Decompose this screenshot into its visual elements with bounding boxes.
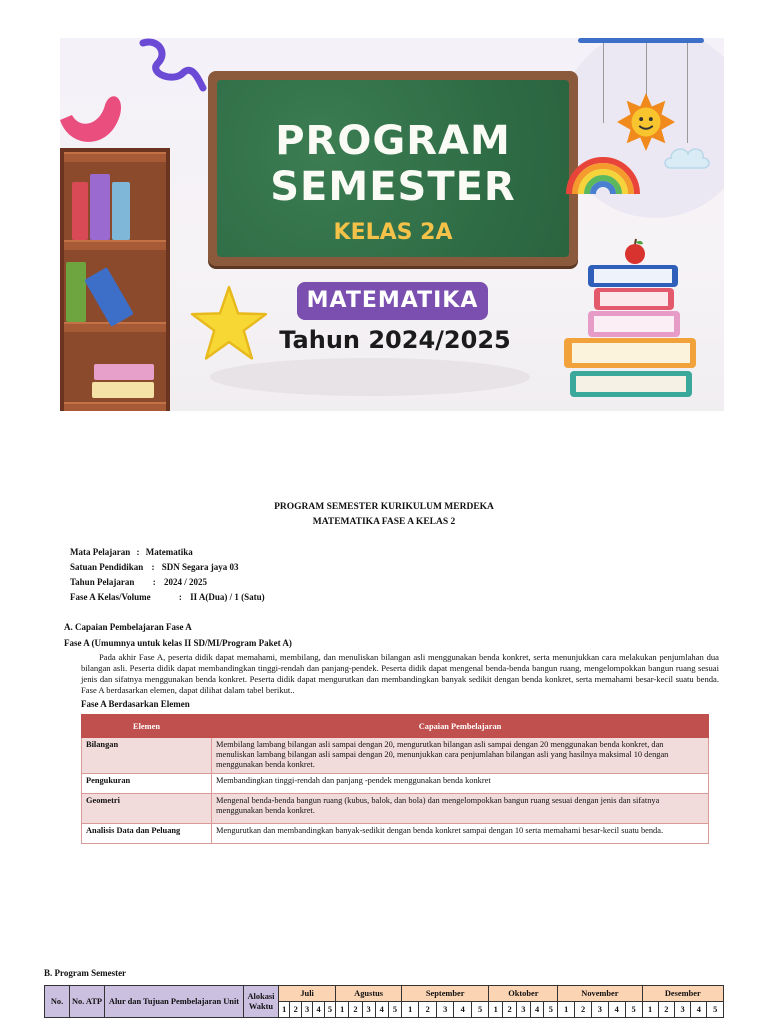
meta-value: 2024 / 2025 xyxy=(163,577,207,587)
capaian-cell: Membilang lambang bilangan asli sampai dengan 20, mengurutkan bilangan asli sampai dengan 20 menggunakan benda konkret, dan menuliskan lambang bilangan asli sampai dengan 20, menunjukkan cara penjumlahan bilangan asli yang hasilnya maksimal 10 dengan menggunakan benda konkret. xyxy=(212,738,709,774)
week-cell: 2 xyxy=(658,1002,674,1018)
week-cell: 5 xyxy=(707,1002,724,1018)
elemen-cell: Bilangan xyxy=(82,738,212,774)
meta-label: Mata Pelajaran xyxy=(70,547,131,557)
meta-row xyxy=(70,547,193,557)
cover-banner xyxy=(60,38,724,411)
elemen-cell: Geometri xyxy=(82,794,212,824)
star-icon xyxy=(188,283,270,365)
chalkboard-surface xyxy=(217,80,569,257)
capaian-cell: Mengurutkan dan membandingkan banyak-sedikit dengan benda konkret sampai dengan 10 serta memahami besar-kecil suatu benda. xyxy=(212,824,709,844)
week-cell: 2 xyxy=(503,1002,517,1018)
meta-value: SDN Segara jaya 03 xyxy=(161,562,239,572)
table-header: Capaian Pembelajaran xyxy=(212,715,709,738)
week-cell: 4 xyxy=(313,1002,324,1018)
fase-a-paragraph: Pada akhir Fase A, peserta didik dapat memahami, membilang, dan menuliskan bilangan asli menggunakan benda konkret, serta menunjukkan cara melakukan penjumlahan dua bilangan asli. Peserta didik dapat membandingkan tinggi-rendah dan panjang-pendek. Peserta didik dapat mengenal benda-benda bangun ruang, mengelompokkan bangun ruang sesuai jenis dan sifatnya menggunakan benda konkret. Peserta didik dapat mengurutkan dan membandingkan banyak sedikit dengan benda konkret, serta memahami besar-kecil suatu benda. Fase A berdasarkan elemen, dapat dilihat dalam tabel berikut.. xyxy=(81,652,719,695)
document-title-line2: MATEMATIKA FASE A KELAS 2 xyxy=(312,517,456,527)
bookshelf-illustration xyxy=(60,148,170,411)
week-cell: 4 xyxy=(530,1002,544,1018)
capaian-cell: Mengenal benda-benda bangun ruang (kubus, balok, dan bola) dan mengelompokkan bangun ruang sesuai dengan jenis dan sifatnya menggunakan benda konkret. xyxy=(212,794,709,824)
table-row xyxy=(82,794,709,824)
meta-separator: : xyxy=(136,547,140,557)
week-cell: 1 xyxy=(558,1002,575,1018)
week-cell: 4 xyxy=(375,1002,388,1018)
elemen-heading: Fase A Berdasarkan Elemen xyxy=(81,699,190,709)
month-header-september: September xyxy=(402,986,489,1002)
document-title-line1: PROGRAM SEMESTER KURIKULUM MERDEKA xyxy=(274,502,494,512)
table-header-row xyxy=(82,715,709,738)
mobile-string xyxy=(603,43,604,123)
meta-label: Tahun Pelajaran xyxy=(70,577,135,587)
meta-value: Matematika xyxy=(145,547,193,557)
table-row xyxy=(82,738,709,774)
rainbow-icon xyxy=(563,148,643,196)
meta-row xyxy=(70,562,239,572)
week-cell: 1 xyxy=(642,1002,658,1018)
week-cell: 2 xyxy=(290,1002,301,1018)
week-cell: 4 xyxy=(608,1002,625,1018)
book-stack-illustration xyxy=(562,243,702,408)
meta-separator: : xyxy=(178,592,182,602)
week-cell: 1 xyxy=(336,1002,349,1018)
capaian-cell: Membandingkan tinggi-rendah dan panjang -pendek menggunakan benda konkret xyxy=(212,774,709,794)
month-header-november: November xyxy=(558,986,642,1002)
section-b-heading: B. Program Semester xyxy=(44,968,127,978)
section-a-heading: A. Capaian Pembelajaran Fase A xyxy=(64,622,192,632)
mobile-string xyxy=(687,43,688,143)
week-cell: 4 xyxy=(454,1002,471,1018)
meta-value: II A(Dua) / 1 (Satu) xyxy=(190,592,265,602)
elemen-cell: Pengukuran xyxy=(82,774,212,794)
week-cell: 5 xyxy=(388,1002,401,1018)
col-no-header: No. xyxy=(45,986,70,1018)
chalkboard xyxy=(208,71,578,266)
week-cell: 5 xyxy=(324,1002,335,1018)
meta-row xyxy=(70,577,207,587)
week-cell: 2 xyxy=(349,1002,362,1018)
pink-blob-decoration xyxy=(60,70,130,160)
week-cell: 3 xyxy=(516,1002,530,1018)
week-cell: 1 xyxy=(489,1002,503,1018)
week-cell: 5 xyxy=(471,1002,488,1018)
month-header-juli: Juli xyxy=(279,986,336,1002)
week-cell: 5 xyxy=(625,1002,642,1018)
week-cell: 3 xyxy=(362,1002,375,1018)
table-row xyxy=(82,824,709,844)
meta-label: Satuan Pendidikan xyxy=(70,562,144,572)
col-alur-header: Alur dan Tujuan Pembelajaran Unit xyxy=(105,986,244,1018)
meta-separator: : xyxy=(152,577,156,587)
week-cell: 1 xyxy=(279,1002,290,1018)
month-header-oktober: Oktober xyxy=(489,986,558,1002)
col-atp-header: No. ATP xyxy=(70,986,105,1018)
fase-a-heading: Fase A (Umumnya untuk kelas II SD/MI/Program Paket A) xyxy=(64,638,292,648)
cover-title-line2: SEMESTER xyxy=(270,164,516,210)
col-alokasi-header: Alokasi Waktu xyxy=(244,986,279,1018)
meta-separator: : xyxy=(151,562,155,572)
week-cell: 1 xyxy=(402,1002,419,1018)
apple-icon xyxy=(621,237,649,265)
cover-subject-pill: MATEMATIKA xyxy=(297,282,488,320)
program-semester-table xyxy=(44,985,724,1018)
cover-title-line1: PROGRAM xyxy=(275,118,511,164)
meta-label: Fase A Kelas/Volume xyxy=(70,592,151,602)
meta-row xyxy=(70,592,265,602)
week-cell: 5 xyxy=(544,1002,558,1018)
mobile-bar xyxy=(578,38,704,43)
month-header-agustus: Agustus xyxy=(336,986,402,1002)
week-cell: 3 xyxy=(675,1002,691,1018)
week-cell: 2 xyxy=(575,1002,592,1018)
week-cell: 4 xyxy=(691,1002,707,1018)
table-header-row xyxy=(45,986,724,1002)
table-header: Elemen xyxy=(82,715,212,738)
purple-squiggle-decoration xyxy=(138,38,208,93)
cloud-icon xyxy=(663,140,713,172)
week-cell: 3 xyxy=(301,1002,312,1018)
week-cell: 2 xyxy=(419,1002,436,1018)
mobile-string xyxy=(646,43,647,98)
elemen-cell: Analisis Data dan Peluang xyxy=(82,824,212,844)
capaian-table xyxy=(81,714,709,844)
cover-year: Tahun 2024/2025 xyxy=(279,326,511,354)
cover-class-label: KELAS 2A xyxy=(333,220,453,245)
week-cell: 3 xyxy=(436,1002,453,1018)
week-cell: 3 xyxy=(591,1002,608,1018)
month-header-desember: Desember xyxy=(642,986,723,1002)
table-row xyxy=(82,774,709,794)
